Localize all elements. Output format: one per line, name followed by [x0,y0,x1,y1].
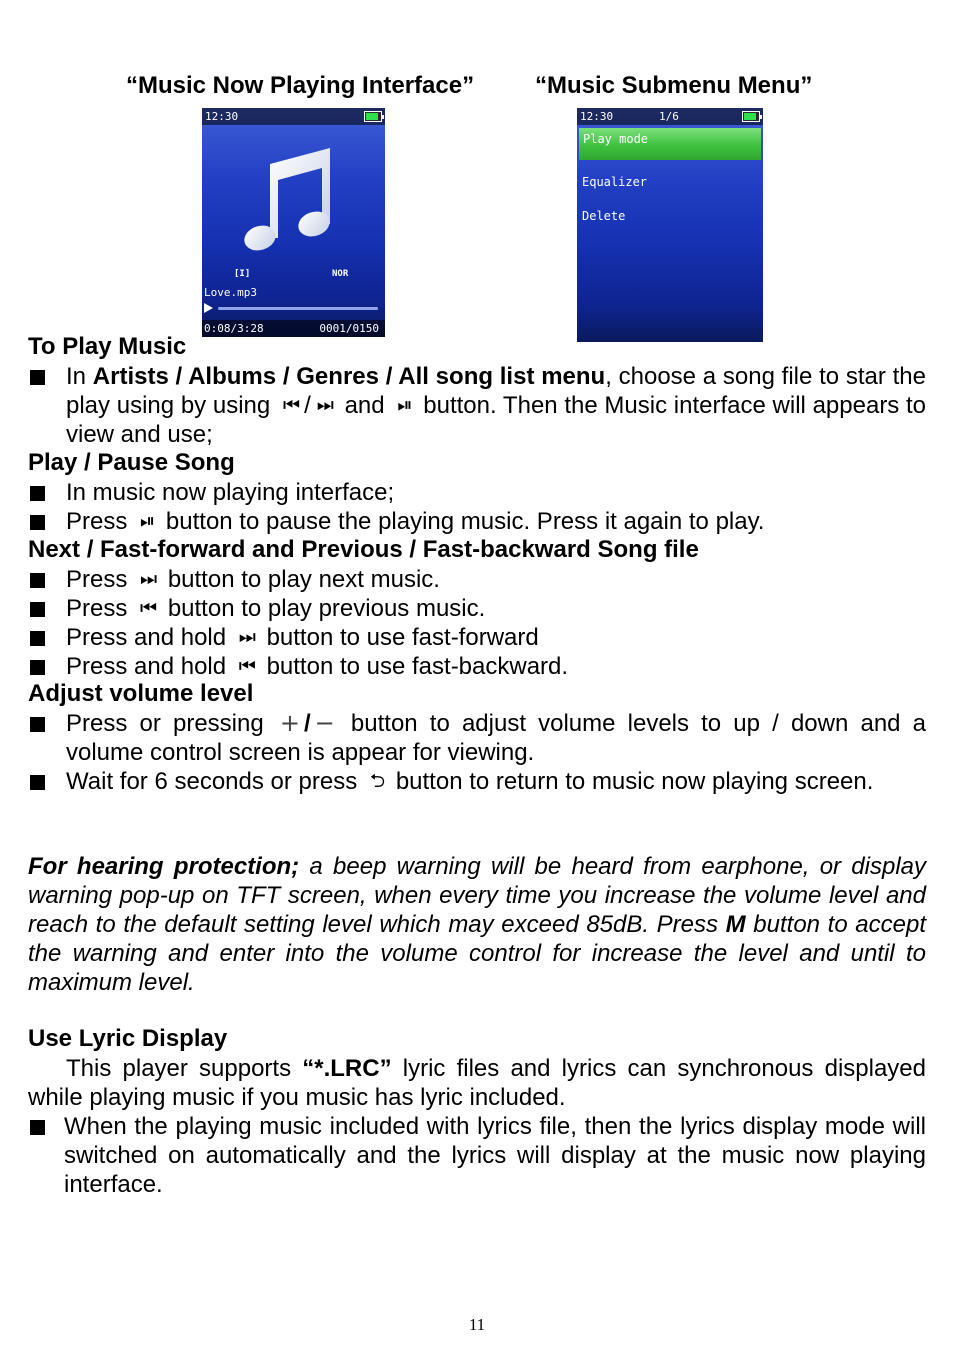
bullet-square-icon [30,775,45,790]
bullet-square-icon [30,486,45,501]
heading-play-pause: Play / Pause Song [28,449,235,476]
caption-submenu: “Music Submenu Menu” [535,72,813,99]
play-pause-icon: ⏯ [397,394,411,416]
bullet-fast-forward: Press and hold ⏭ button to use fast-forward [28,623,926,652]
status-time: 12:30 [580,110,614,123]
elapsed-time: 0:08/3:28 [204,322,264,335]
menu-page-indicator: 1/6 [659,110,679,123]
bullet-volume-2: Wait for 6 seconds or press ⮌ button to return to music now playing screen. [28,767,926,796]
bullet-square-icon [30,631,45,646]
menu-path: Artists / Albums / Genres / All song list menu [92,363,606,390]
bullet-next: Press ⏭ button to play next music. [28,565,926,594]
figure-captions [0,72,954,104]
lyric-paragraph: This player supports “*.LRC” lyric files and lyrics can synchronous displayed while playing music if you music has lyric included. [28,1055,926,1111]
progress-track [218,307,378,310]
heading-adjust-volume: Adjust volume level [28,680,254,707]
previous-icon: ⏮ [282,394,299,416]
bullet-play-pause-2: Press ⏯ button to pause the playing music. Press it again to play. [28,507,926,536]
song-filename: Love.mp3 [204,286,257,299]
return-icon: ⮌ [369,770,384,792]
bullet-square-icon [30,660,45,675]
page-number: 11 [468,1315,486,1334]
music-note-icon [240,142,336,252]
status-time: 12:30 [205,110,239,123]
menu-item-delete[interactable]: Delete [582,209,626,223]
track-index: 0001/0150 [319,322,379,335]
battery-icon [742,111,760,122]
play-pause-icon: ⏯ [140,510,154,532]
menu-item-play-mode[interactable]: Play mode [579,128,761,160]
bullet-square-icon [30,573,45,588]
status-bar [577,108,763,125]
bullet-play-music: In Artists / Albums / Genres / All song list menu, choose a song file to star the play using by using ⏮ / ⏭ and ⏯ button. Then the Music interface will appears to view and use; [28,362,926,449]
hearing-protection-note: For hearing protection; a beep warning will be heard from earphone, or display warning pop-up on TFT screen, when every time you increase the volume level and reach to the default setting level which may exceed 85dB. Press M button to accept the warning and enter into the volume control for increase the level and until to maximum level. [28,853,927,996]
next-icon: ⏭ [238,626,254,648]
menu-item-equalizer[interactable]: Equalizer [582,175,648,189]
bullet-square-icon [30,717,45,732]
bullet-square-icon [30,370,45,385]
minus-icon: − [314,709,335,737]
bullet-play-pause-1: In music now playing interface; [28,478,926,507]
status-bar [202,108,385,125]
bullet-square-icon [30,1120,45,1135]
play-icon [204,303,213,313]
time-bar [202,320,385,337]
previous-icon: ⏮ [140,597,156,619]
repeat-mode-label: [I] [234,269,251,279]
next-icon: ⏭ [316,394,332,416]
heading-to-play-music: To Play Music [28,333,187,360]
plus-icon: + [279,709,300,737]
caption-now-playing: “Music Now Playing Interface” [126,72,475,99]
battery-icon [364,111,382,122]
bullet-volume-1: Press or pressing + / − button to adjust volume levels to up / down and a volume control screen is appear for viewing. [28,709,926,767]
bullet-square-icon [30,515,45,530]
bullet-previous: Press ⏮ button to play previous music. [28,594,926,623]
heading-lyric-display: Use Lyric Display [28,1025,228,1052]
submenu-screen [577,108,763,342]
bullet-square-icon [30,602,45,617]
bullet-fast-backward: Press and hold ⏮ button to use fast-backward. [28,652,926,681]
previous-icon: ⏮ [238,655,254,677]
eq-mode-label: NOR [332,269,349,279]
heading-next-previous: Next / Fast-forward and Previous / Fast-backward Song file [28,536,699,563]
next-icon: ⏭ [140,568,156,590]
now-playing-screen [202,108,385,337]
bullet-lyric: When the playing music included with lyrics file, then the lyrics display mode will switched on automatically and the lyrics will display at the music now playing interface. [28,1112,926,1199]
